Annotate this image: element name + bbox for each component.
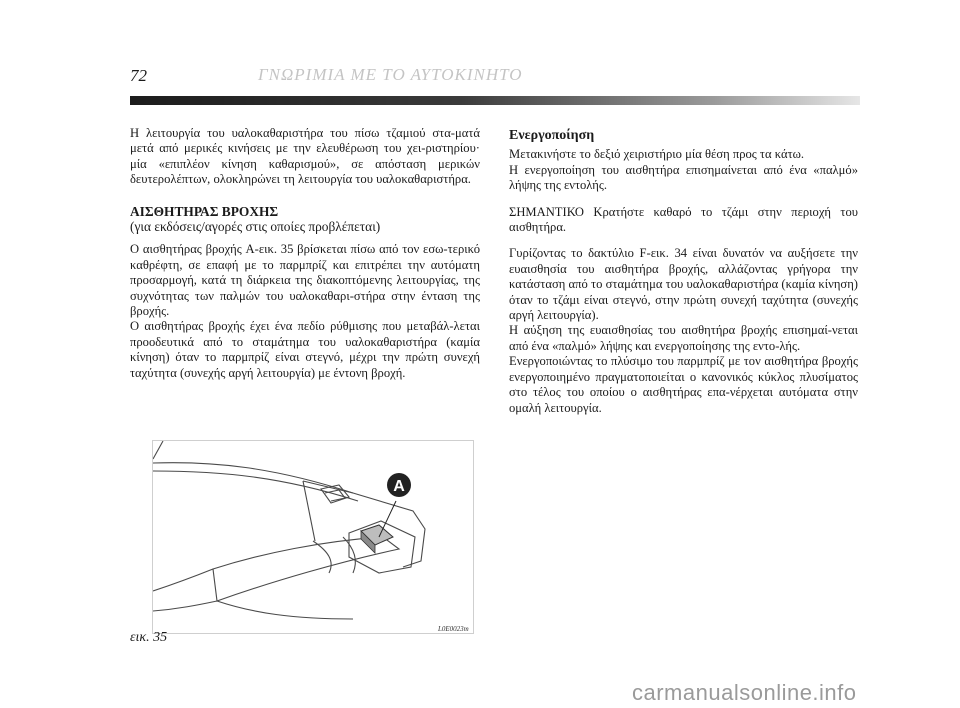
activation-heading: Ενεργοποίηση <box>509 128 595 143</box>
intro-paragraph: Η λειτουργία του υαλοκαθαριστήρα του πίσω τζαμιού στα-ματά μετά από μερικές κινήσεις με την ελευθέρωση του χει-ριστηρίου· μία «επιπλέον κίνηση καθαρισμού», σε απόσταση μερικών δευτερολέπτων, ολοκληρώνει τη λειτουργία του υαλοκαθαριστήρα. <box>130 126 480 187</box>
sensor-paragraph-2: Ο αισθητήρας βροχής έχει ένα πεδίο ρύθμισης που μεταβάλ-λεται προοδευτικά από το σταμάτημα του υαλοκαθαριστήρα (καμία κίνηση) όταν το παρμπρίζ είναι στεγνό, μέχρι την πρώτη συνεχή ταχύτητα (συνεχής αργή λειτουργία) με έντονη βροχή. <box>130 319 480 380</box>
sensitivity-signal: Η αύξηση της ευαισθησίας του αισθητήρα βροχής επισημαί-νεται από ένα «παλμό» λήψης και ενεργοποίησης της εντο-λής. <box>509 323 858 353</box>
section-subtitle: (για εκδόσεις/αγορές στις οποίες προβλέπεται) <box>130 219 381 235</box>
marker-a-label: A <box>393 478 405 495</box>
left-column <box>130 126 480 381</box>
activation-signal: Η ενεργοποίηση του αισθητήρα επισημαίνεται από ένα «παλμό» λήψης της εντολής. <box>509 162 858 193</box>
chapter-title: ΓΝΩΡΙΜΙΑ ΜΕ ΤΟ ΑΥΤΟΚΙΝΗΤΟ <box>258 65 523 84</box>
sensitivity-paragraph: Γυρίζοντας το δακτύλιο F-εικ. 34 είναι δυνατόν να αυξήσετε την ευαισθησία του αισθητήρα βροχής, αλλάζοντας γρήγορα την κατάσταση από το σταμάτημα του υαλοκαθαριστήρα (καμία κίνηση) όταν το τζάμι είναι στεγνό, στην πρώτη συνεχή ταχύτητα (συνεχής αργή λειτουργία). <box>509 246 858 323</box>
activation-step: Μετακινήστε το δεξιό χειριστήριο μία θέση προς τα κάτω. <box>509 147 805 162</box>
header-rule <box>130 96 860 105</box>
figure-caption: εικ. 35 <box>130 630 168 645</box>
rain-sensor-figure <box>152 440 474 634</box>
marker-leader <box>379 501 396 537</box>
washer-paragraph: Ενεργοποιώντας το πλύσιμο του παρμπρίζ με τον αισθητήρα βροχής ενεργοποιημένο πραγματοποιείται ο κανονικός κύκλος πλυσίματος στο τέλος του οποίου ο αισθητήρας επα-νέρχεται αυτόματα στην ομαλή λειτουργία. <box>509 354 858 415</box>
right-column <box>509 128 858 416</box>
figure-code: L0E0023m <box>438 625 469 633</box>
watermark: carmanualsonline.info <box>632 680 857 705</box>
page-number: 72 <box>130 66 147 85</box>
rain-sensor-illustration <box>153 441 473 633</box>
important-note: ΣΗΜΑΝΤΙΚΟ Κρατήστε καθαρό το τζάμι στην περιοχή του αισθητήρα. <box>509 204 858 235</box>
section-title: ΑΙΣΘΗΤΗΡΑΣ ΒΡΟΧΗΣ <box>130 203 279 219</box>
sensor-paragraph-1: Ο αισθητήρας βροχής A-εικ. 35 βρίσκεται πίσω από τον εσω-τερικό καθρέφτη, σε επαφή με το παρμπρίζ και επιτρέπει την αυτόματη προσαρμογή, κατά τη διάρκεια της διακοπτόμενης λειτουργίας, της συχνότητας των παλμών του υαλοκαθαρι-στήρα στην ένταση της βροχής. <box>130 242 480 319</box>
